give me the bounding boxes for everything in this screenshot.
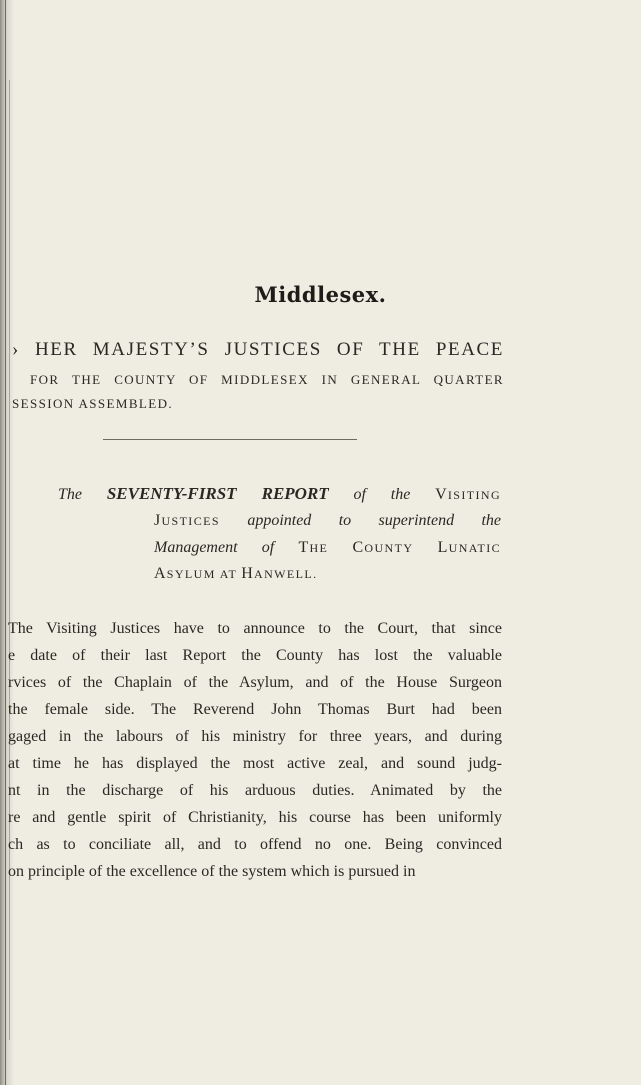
binding-edge bbox=[5, 0, 6, 1085]
address-line-2: FOR THE COUNTY OF MIDDLESEX IN GENERAL QUARTER bbox=[30, 372, 504, 387]
title-report-name: SEVENTY-FIRST REPORT bbox=[106, 484, 329, 503]
body-text-line: on principle of the excellence of the system which is pursued in bbox=[8, 863, 416, 880]
title-smallcaps-word: LUNATIC bbox=[437, 539, 502, 556]
title-word: the bbox=[481, 512, 502, 529]
title-word: of the bbox=[353, 486, 411, 503]
report-title-line-4 bbox=[154, 565, 317, 583]
body-text-line: re and gentle spirit of Christianity, his course has been uniformly bbox=[8, 809, 502, 826]
title-smallcaps-word: JUSTICES bbox=[154, 512, 220, 529]
title-word: The bbox=[58, 486, 82, 503]
body-text-line: nt in the discharge of his arduous duties. Animated by the bbox=[8, 782, 502, 799]
report-title-line-3 bbox=[154, 539, 501, 557]
report-title-line-2 bbox=[154, 512, 501, 530]
body-text-line: The Visiting Justices have to announce to the Court, that since bbox=[8, 620, 502, 637]
title-smallcaps-word: HANWELL. bbox=[241, 565, 318, 582]
title-smallcaps-word: THE bbox=[298, 539, 329, 556]
binding-gutter bbox=[0, 0, 14, 1085]
title-smallcaps-word: COUNTY bbox=[352, 539, 414, 556]
title-word: appointed bbox=[247, 512, 312, 529]
body-text-line: at time he has displayed the most active zeal, and sound judg- bbox=[8, 755, 502, 772]
title-smallcaps-word: ASYLUM bbox=[154, 565, 216, 582]
binding-edge-inner bbox=[9, 80, 10, 1040]
title-word: superintend bbox=[378, 512, 455, 529]
body-text-line: rvices of the Chaplain of the Asylum, and of the House Surgeon bbox=[8, 674, 502, 691]
address-line-1: › HER MAJESTY’S JUSTICES OF THE PEACE bbox=[12, 339, 504, 360]
title-word: of bbox=[261, 539, 275, 556]
body-text-line: gaged in the labours of his ministry for three years, and during bbox=[8, 728, 502, 745]
title-word: to bbox=[338, 512, 352, 529]
section-divider bbox=[103, 439, 357, 440]
body-text-line: e date of their last Report the County has lost the valuable bbox=[8, 647, 502, 664]
title-word: Management bbox=[154, 539, 238, 556]
address-line-3: SESSION ASSEMBLED. bbox=[12, 396, 174, 411]
report-title-line-1 bbox=[58, 484, 501, 504]
body-text-line: the female side. The Reverend John Thomas Burt had been bbox=[8, 701, 502, 718]
title-smallcaps-word: AT bbox=[219, 567, 238, 581]
county-heading: Middlesex. bbox=[254, 282, 387, 307]
body-text-line: ch as to conciliate all, and to offend no one. Being convinced bbox=[8, 836, 502, 853]
title-smallcaps-word: VISITING bbox=[435, 486, 502, 503]
